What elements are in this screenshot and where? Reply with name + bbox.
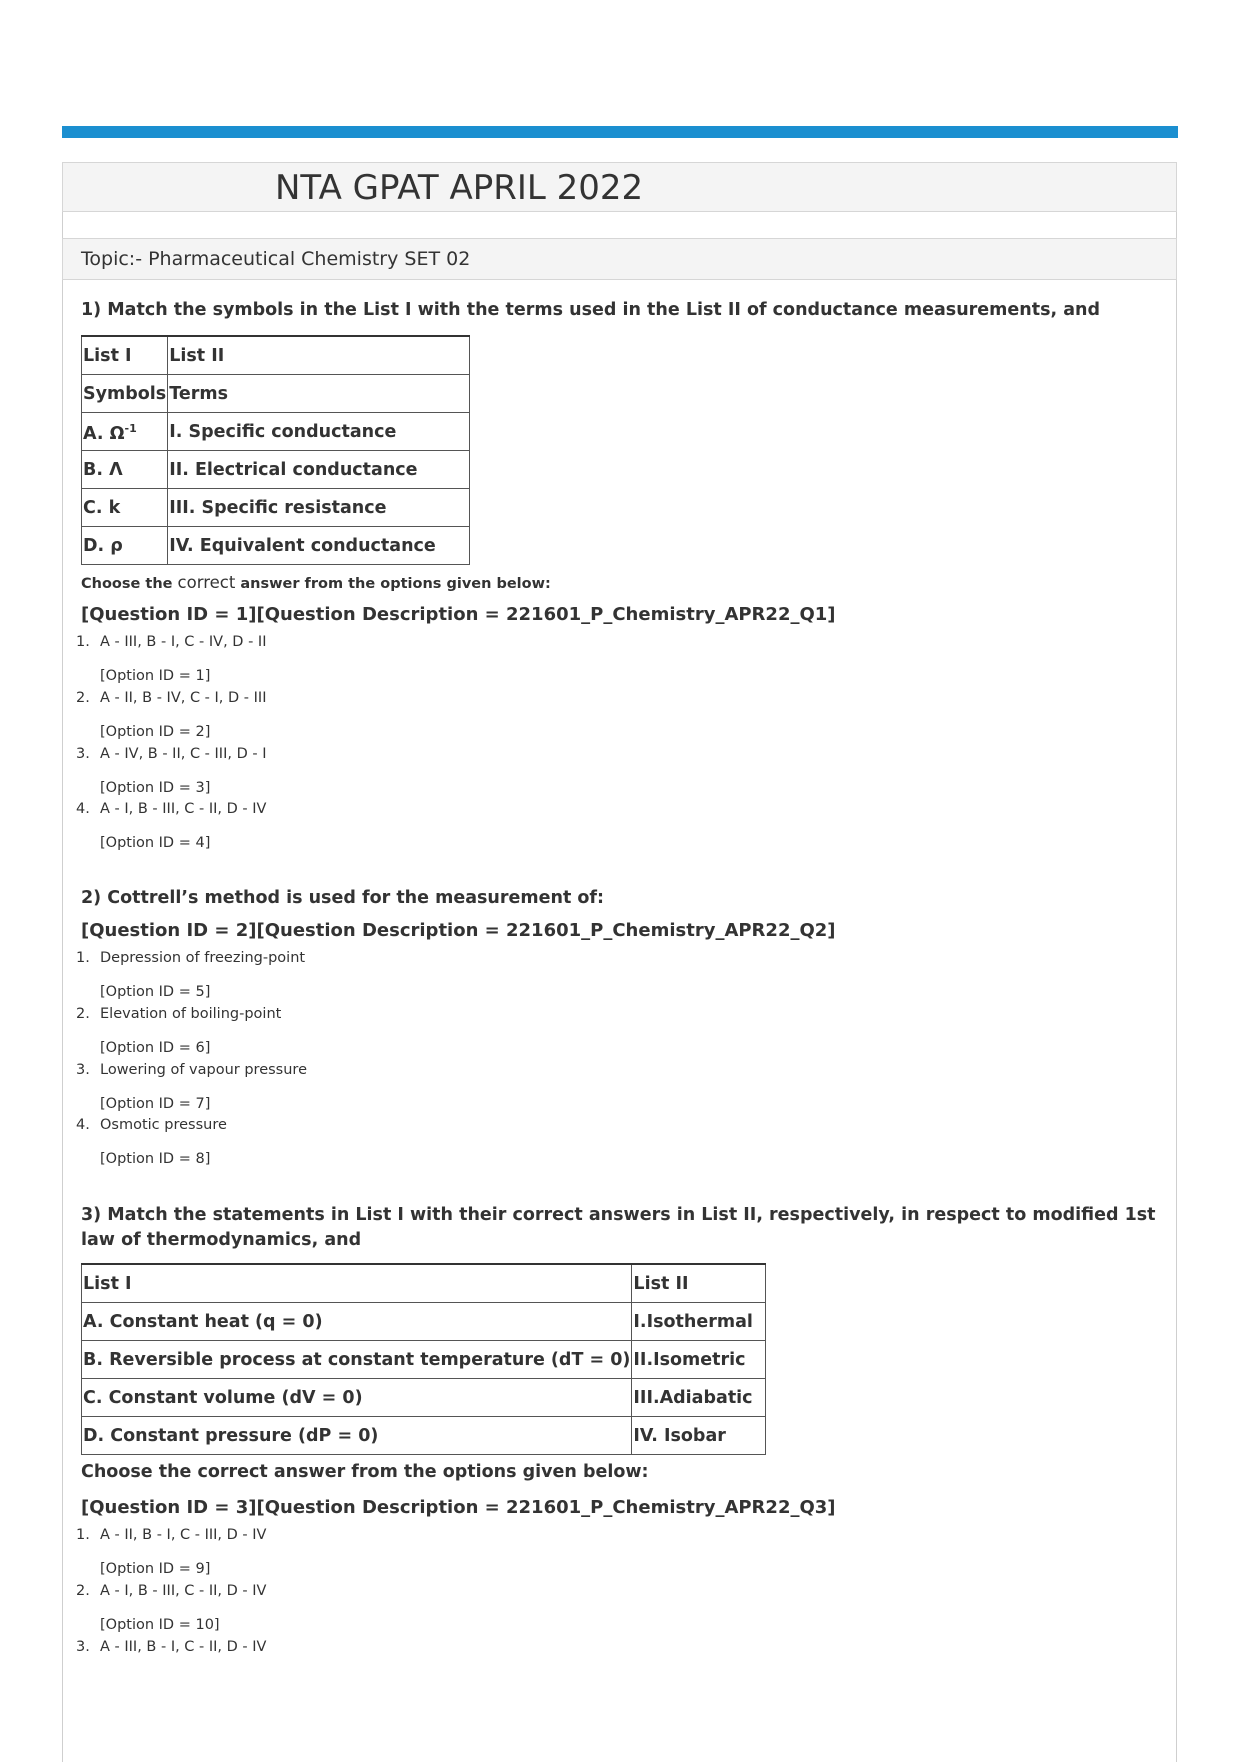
option-text: A - I, B - III, C - II, D - IV [100,1583,267,1599]
option-number: 2. [76,1006,90,1022]
table-row [82,489,470,527]
option-id: [Option ID = 8] [100,1151,211,1167]
question-3-instruction: Choose the correct answer from the options given below: [81,1462,649,1482]
option-id: [Option ID = 9] [100,1561,211,1577]
page-title: NTA GPAT APRIL 2022 [275,168,644,208]
table-cell: C. k [82,489,168,527]
question-3-text: 3) Match the statements in List I with their correct answers in List II, respectively, in respect to modified 1st law of thermodynamics, and [81,1205,1156,1250]
option-item[interactable] [76,634,266,650]
option-number: 4. [76,801,90,817]
option-item[interactable] [76,1006,281,1022]
option-text: Lowering of vapour pressure [100,1062,307,1078]
title-panel [62,162,1177,212]
table-cell: II. Electrical conductance [168,451,470,489]
question-3-match-table [81,1263,766,1455]
option-id: [Option ID = 7] [100,1096,211,1112]
instruction-text: answer from the options given below: [235,576,551,592]
option-text: Elevation of boiling-point [100,1006,282,1022]
option-number: 3. [76,1639,90,1655]
table-cell: D. Constant pressure (dP = 0) [82,1417,632,1455]
question-2-id: [Question ID = 2][Question Description = 221601_P_Chemistry_APR22_Q2] [81,920,836,941]
table-cell [82,413,168,451]
table-row [82,375,470,413]
table-row [82,1303,766,1341]
option-text: A - II, B - IV, C - I, D - III [100,690,267,706]
table-row [82,336,470,375]
symbol-text: A. Ω [83,423,125,444]
question-1-match-table [81,335,470,565]
table-cell: III. Specific resistance [168,489,470,527]
table-cell: I. Specific conductance [168,413,470,451]
question-1-id: [Question ID = 1][Question Description = 221601_P_Chemistry_APR22_Q1] [81,604,836,625]
superscript: -1 [124,422,137,436]
table-cell: I.Isothermal [632,1303,766,1341]
option-item[interactable] [76,1583,266,1599]
table-cell: List II [632,1264,766,1303]
option-number: 1. [76,1527,90,1543]
table-row [82,1341,766,1379]
option-id: [Option ID = 5] [100,984,211,1000]
option-id: [Option ID = 10] [100,1617,220,1633]
table-cell: IV. Equivalent conductance [168,527,470,565]
option-number: 1. [76,950,90,966]
option-number: 2. [76,690,90,706]
table-cell: C. Constant volume (dV = 0) [82,1379,632,1417]
header-accent-bar [62,126,1178,138]
table-cell: A. Constant heat (q = 0) [82,1303,632,1341]
table-cell: List I [82,1264,632,1303]
option-item[interactable] [76,1117,227,1133]
table-row [82,451,470,489]
option-text: Depression of freezing-point [100,950,306,966]
table-cell: Terms [168,375,470,413]
table-row [82,1379,766,1417]
option-number: 3. [76,1062,90,1078]
option-text: A - I, B - III, C - II, D - IV [100,801,267,817]
option-id: [Option ID = 1] [100,668,211,684]
option-item[interactable] [76,1639,266,1655]
question-3-id: [Question ID = 3][Question Description = 221601_P_Chemistry_APR22_Q3] [81,1497,836,1518]
option-item[interactable] [76,1062,307,1078]
table-row [82,527,470,565]
table-cell: III.Adiabatic [632,1379,766,1417]
option-item[interactable] [76,746,266,762]
table-cell: B. Λ [82,451,168,489]
option-item[interactable] [76,950,305,966]
option-item[interactable] [76,1527,266,1543]
option-id: [Option ID = 4] [100,835,211,851]
instruction-text: correct [177,573,236,592]
option-number: 2. [76,1583,90,1599]
question-1-text: 1) Match the symbols in the List I with the terms used in the List II of conductance measurements, and [81,300,1101,320]
table-cell: IV. Isobar [632,1417,766,1455]
question-2-text: 2) Cottrell’s method is used for the measurement of: [81,888,605,908]
table-cell: II.Isometric [632,1341,766,1379]
option-text: A - III, B - I, C - II, D - IV [100,1639,267,1655]
topic-label: Topic:- Pharmaceutical Chemistry SET 02 [81,248,471,270]
table-row [82,413,470,451]
option-item[interactable] [76,801,266,817]
option-number: 1. [76,634,90,650]
table-row [82,1264,766,1303]
option-id: [Option ID = 6] [100,1040,211,1056]
table-cell: D. ρ [82,527,168,565]
topic-panel [62,238,1177,280]
table-row [82,1417,766,1455]
option-number: 3. [76,746,90,762]
option-text: A - III, B - I, C - IV, D - II [100,634,267,650]
table-cell: B. Reversible process at constant temperature (dT = 0) [82,1341,632,1379]
option-text: Osmotic pressure [100,1117,227,1133]
table-cell: Symbols [82,375,168,413]
instruction-text: Choose the [81,576,178,592]
table-cell: List II [168,336,470,375]
option-id: [Option ID = 3] [100,780,211,796]
option-item[interactable] [76,690,266,706]
option-id: [Option ID = 2] [100,724,211,740]
option-text: A - IV, B - II, C - III, D - I [100,746,267,762]
option-text: A - II, B - I, C - III, D - IV [100,1527,267,1543]
question-1-instruction [81,573,551,592]
table-cell: List I [82,336,168,375]
option-number: 4. [76,1117,90,1133]
